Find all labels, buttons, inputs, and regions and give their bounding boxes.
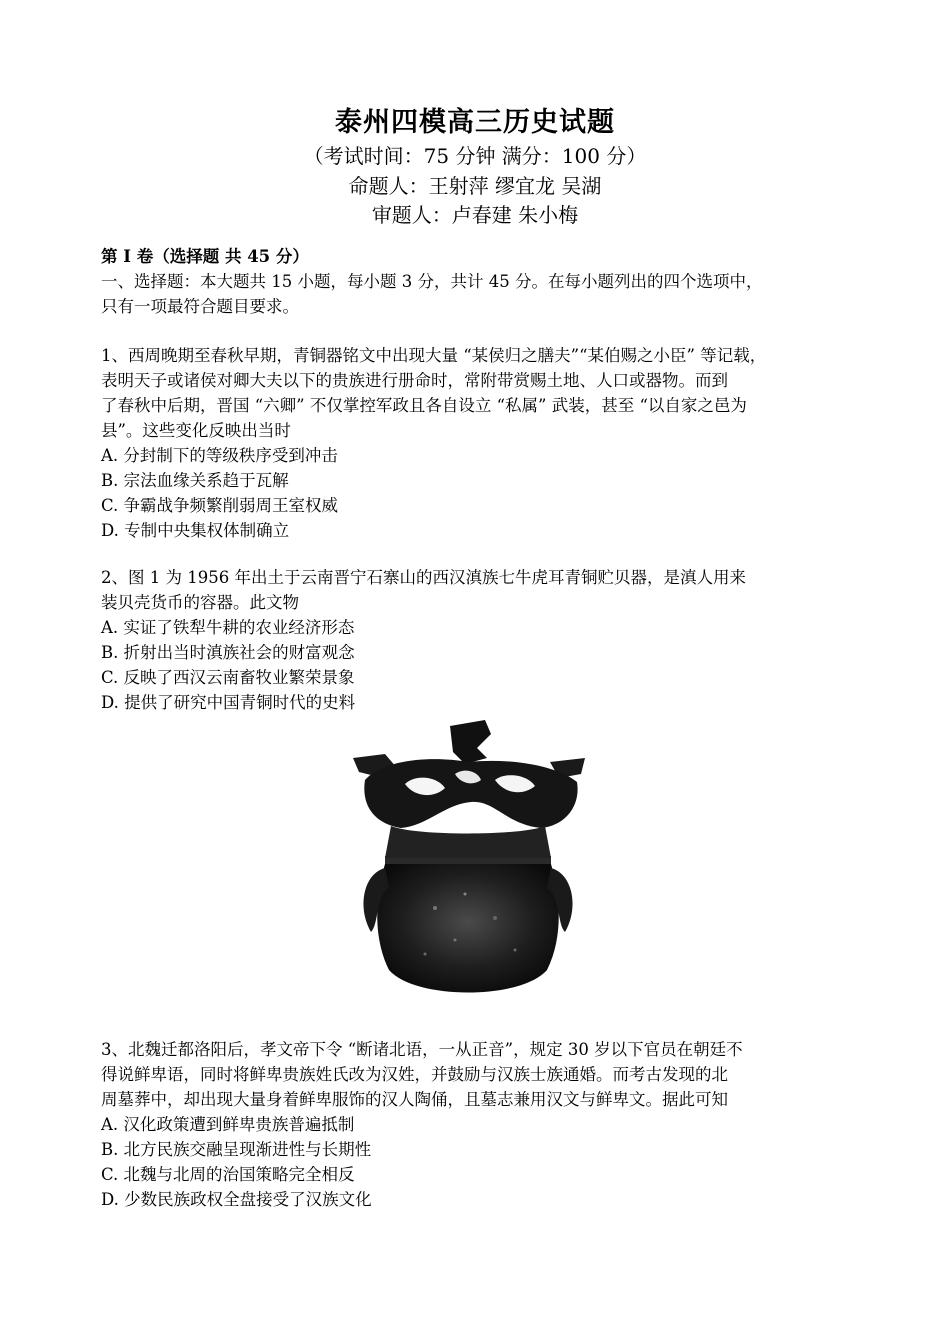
- option-a: A. 汉化政策遭到鲜卑贵族普遍抵制: [101, 1115, 355, 1134]
- instructions-line: 一、选择题：本大题共 15 小题，每小题 3 分，共计 45 分。在每小题列出的四个选项中，: [101, 272, 763, 291]
- option-a: A. 分封制下的等级秩序受到冲击: [101, 446, 338, 465]
- option-c: C. 反映了西汉云南畜牧业繁荣景象: [101, 668, 355, 687]
- option-a: A. 实证了铁犁牛耕的农业经济形态: [101, 618, 355, 637]
- question-stem-line: 了春秋中后期，晋国 “六卿” 不仅掌控军政且各自设立 “私属” 武装，甚至 “以自家之邑为: [101, 396, 747, 415]
- option-b: B. 宗法血缘关系趋于瓦解: [101, 471, 289, 490]
- option-d: D. 少数民族政权全盘接受了汉族文化: [101, 1190, 372, 1209]
- option-d: D. 提供了研究中国青铜时代的史料: [101, 693, 356, 712]
- bronze-cowrie-container-figure: [345, 718, 591, 1000]
- question-1: [101, 343, 846, 543]
- instructions-line: 只有一项最符合题目要求。: [101, 297, 299, 316]
- option-b: B. 折射出当时滇族社会的财富观念: [101, 643, 355, 662]
- question-stem-line: 得说鲜卑语，同时将鲜卑贵族姓氏改为汉姓，并鼓励与汉族士族通婚。而考古发现的北: [101, 1065, 728, 1084]
- question-3: [101, 1037, 846, 1212]
- exam-title: 泰州四模高三历史试题: [335, 107, 615, 138]
- question-stem-line: 周墓葬中，却出现大量身着鲜卑服饰的汉人陶俑，且墓志兼用汉文与鲜卑文。据此可知: [101, 1090, 728, 1109]
- question-stem-line: 表明天子或诸侯对卿大夫以下的贵族进行册命时，常附带赏赐土地、人口或器物。而到: [101, 371, 728, 390]
- exam-info: （考试时间：75 分钟 满分：100 分）: [303, 144, 647, 168]
- bronze-cowrie-container-icon: [345, 718, 591, 1000]
- question-stem-line: 3、北魏迁都洛阳后，孝文帝下令 “断诸北语，一从正音”，规定 30 岁以下官员在朝廷不: [101, 1040, 743, 1059]
- question-stem-line: 装贝壳货币的容器。此文物: [101, 593, 299, 612]
- option-d: D. 专制中央集权体制确立: [101, 521, 290, 540]
- option-c: C. 争霸战争频繁削弱周王室权威: [101, 496, 339, 515]
- question-reviewers: 审题人：卢春建 朱小梅: [371, 203, 579, 227]
- question-stem-line: 县”。这些变化反映出当时: [101, 421, 291, 440]
- option-c: C. 北魏与北周的治国策略完全相反: [101, 1165, 355, 1184]
- section-heading: 第 I 卷（选择题 共 45 分）: [101, 247, 309, 266]
- section-block: [101, 244, 846, 319]
- option-b: B. 北方民族交融呈现渐进性与长期性: [101, 1140, 372, 1159]
- question-2: [101, 565, 846, 715]
- question-stem-line: 1、西周晚期至春秋早期，青铜器铭文中出现大量 “某侯归之膳夫”“某伯赐之小臣” 等记载，: [101, 346, 767, 365]
- question-setters: 命题人：王射萍 缪宜龙 吴湖: [348, 174, 602, 198]
- question-stem-line: 2、图 1 为 1956 年出土于云南晋宁石寨山的西汉滇族七牛虎耳青铜贮贝器，是滇人用来: [101, 568, 746, 587]
